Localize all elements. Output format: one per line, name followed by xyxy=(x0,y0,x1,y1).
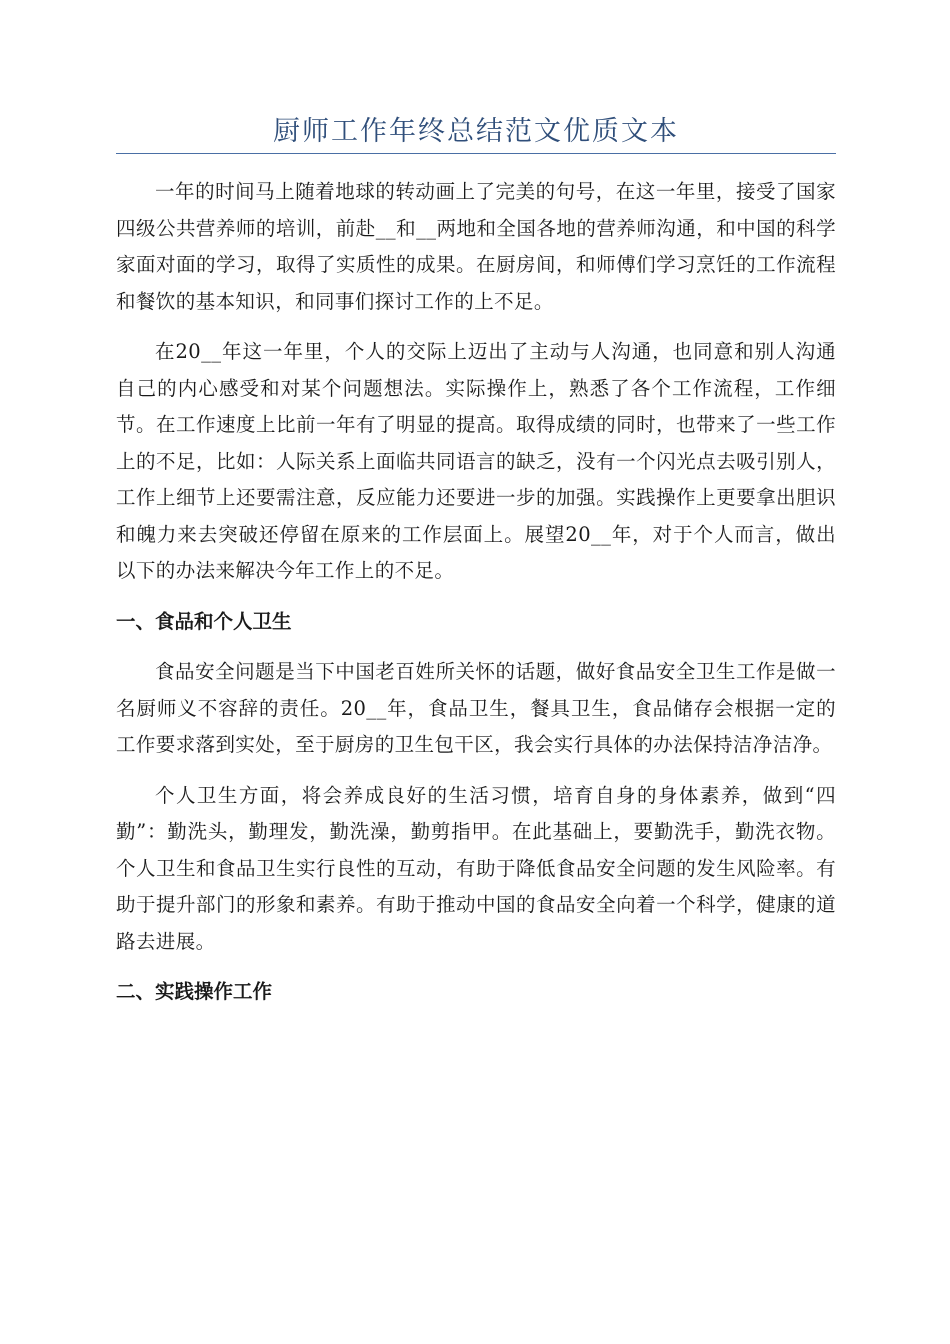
paragraph-personal-hygiene: 个人卫生方面，将会养成良好的生活习惯，培育自身的身体素养，做到“四勤”：勤洗头，勤理发，勤洗澡，勤剪指甲。在此基础上，要勤洗手，勤洗衣物。个人卫生和食品卫生实行良性的互动，有助于降低食品安全问题的发生风险率。有助于提升部门的形象和素养。有助于推动中国的食品安全向着一个科学，健康的道路去进展。 xyxy=(116,783,836,953)
document-page xyxy=(116,112,836,1025)
paragraph-food-safety: 食品安全问题是当下中国老百姓所关怀的话题，做好食品安全卫生工作是做一名厨师义不容辞的责任。20__年，食品卫生，餐具卫生，食品储存会根据一定的工作要求落到实处，至于厨房的卫生包干区，我会实行具体的办法保持洁净洁净。 xyxy=(116,660,836,756)
paragraph-year-review: 在20__年这一年里，个人的交际上迈出了主动与人沟通，也同意和别人沟通自己的内心感受和对某个问题想法。实际操作上，熟悉了各个工作流程，工作细节。在工作速度上比前一年有了明显的提高。取得成绩的同时，也带来了一些工作上的不足，比如：人际关系上面临共同语言的缺乏，没有一个闪光点去吸引别人，工作上细节上还要需注意，反应能力还要进一步的加强。实践操作上更要拿出胆识和魄力来去突破还停留在原来的工作层面上。展望20__年，对于个人而言，做出以下的办法来解决今年工作上的不足。 xyxy=(116,340,836,582)
title-underline xyxy=(116,153,836,154)
section-heading-food-hygiene: 一、食品和个人卫生 xyxy=(116,609,292,633)
section-heading-practice: 二、实践操作工作 xyxy=(116,980,273,1003)
paragraph-intro: 一年的时间马上随着地球的转动画上了完美的句号，在这一年里，接受了国家四级公共营养师的培训，前赴__和__两地和全国各地的营养师沟通，和中国的科学家面对面的学习，取得了实质性的成果。在厨房间，和师傅们学习烹饪的工作流程和餐饮的基本知识，和同事们探讨工作的上不足。 xyxy=(116,180,836,313)
document-title: 厨师工作年终总结范文优质文本 xyxy=(273,116,679,147)
